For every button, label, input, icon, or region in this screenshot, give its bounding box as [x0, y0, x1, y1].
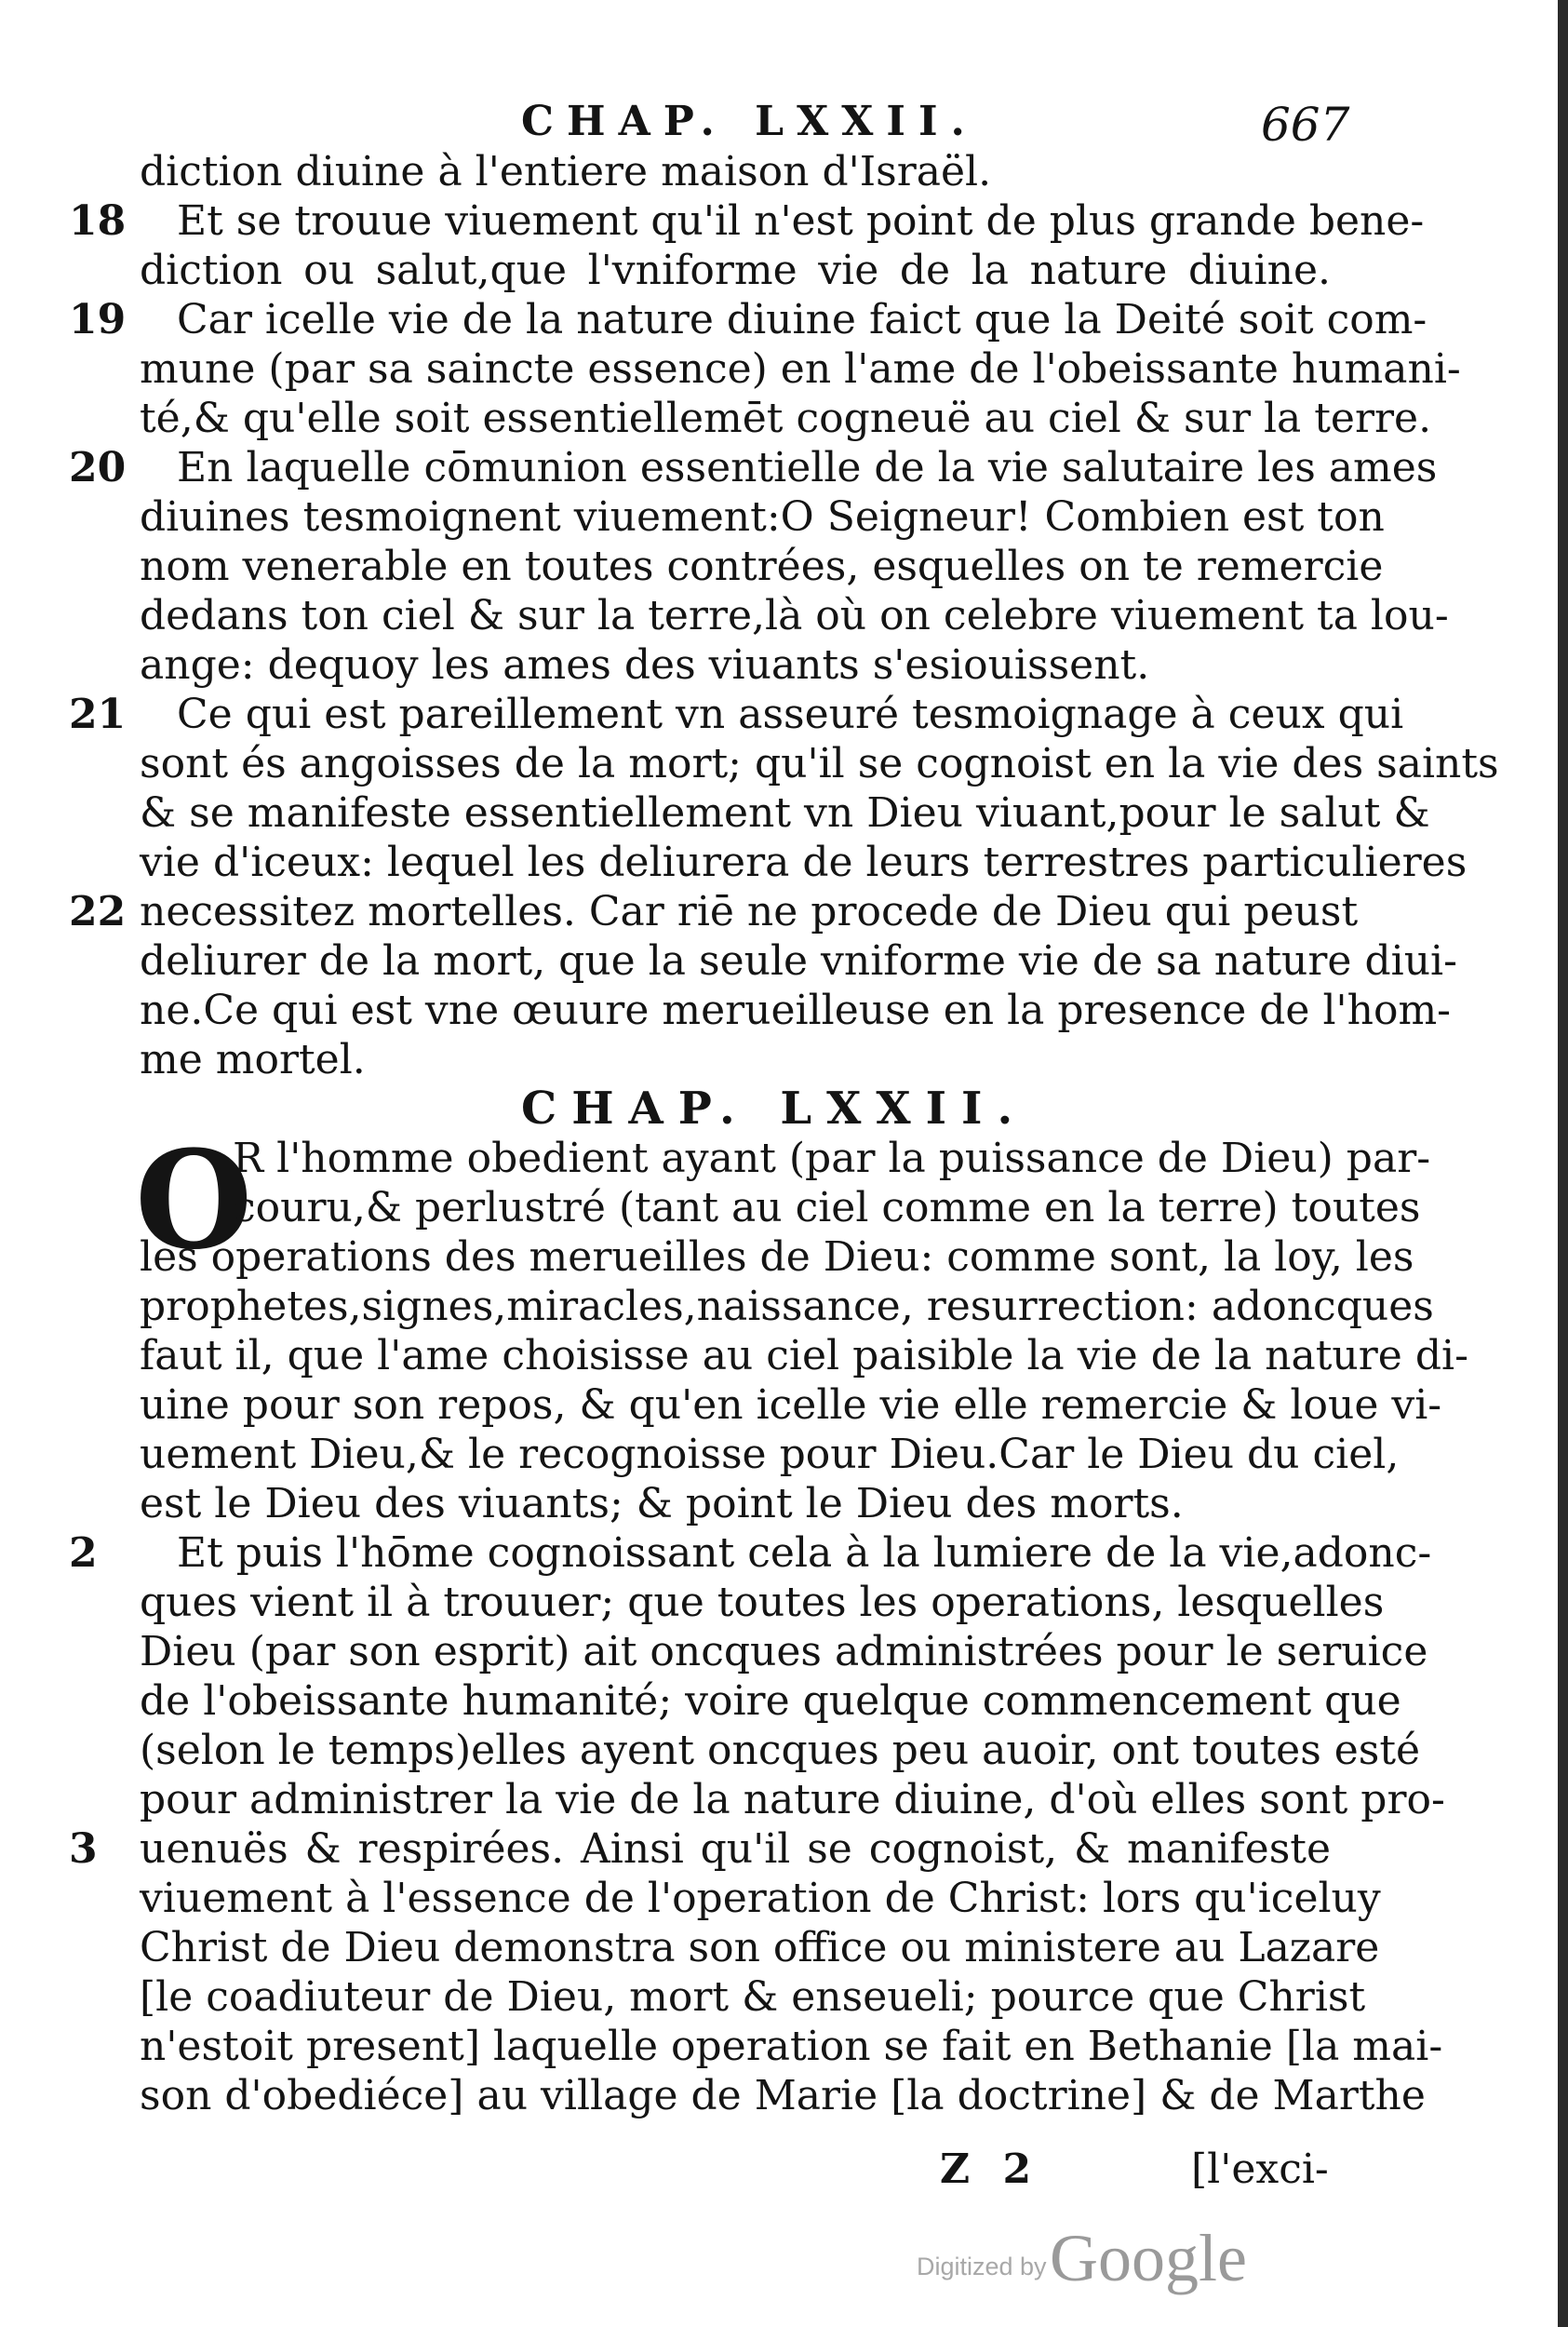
google-logo: Google: [1050, 2221, 1247, 2295]
text-line: ange: dequoy les ames des viuants s'esiouissent.: [140, 641, 1150, 689]
text-line: Christ de Dieu demonstra son office ou ministere au Lazare: [140, 1924, 1380, 1971]
text-line: ques vient il à trouuer; que toutes les operations, lesquelles: [140, 1579, 1385, 1626]
drop-cap: O: [135, 1122, 253, 1280]
text-line: En laquelle cōmunion essentielle de la vie salutaire les ames: [177, 444, 1438, 491]
text-line: Ce qui est pareillement vn asseuré tesmoignage à ceux qui: [177, 691, 1404, 738]
text-line: necessitez mortelles. Car riē ne procede de Dieu qui peust: [140, 888, 1359, 935]
text-line: n'estoit present] laquelle operation se fait en Bethanie [la mai-: [140, 2023, 1443, 2070]
running-head: CHAP. LXXII.: [521, 98, 978, 145]
text-line: est le Dieu des viuants; & point le Dieu des morts.: [140, 1480, 1184, 1527]
text-line: viuement à l'essence de l'operation de Christ: lors qu'iceluy: [140, 1875, 1381, 1922]
chapter-heading: CHAP. LXXII.: [521, 1083, 1028, 1135]
signature-mark: Z 2: [940, 2145, 1041, 2193]
page-number: 667: [1261, 98, 1350, 152]
verse-number: 3: [69, 1825, 98, 1873]
verse-number: 22: [69, 888, 127, 935]
text-line: nom venerable en toutes contrées, esquelles on te remercie: [140, 543, 1384, 590]
page-edge: [1558, 0, 1568, 2327]
verse-number: 20: [69, 444, 127, 491]
text-line: prophetes,signes,miracles,naissance, resurrection: adoncques: [140, 1283, 1434, 1330]
text-line: diction ou salut,que l'vniforme vie de la nature diuine.: [140, 247, 1331, 294]
text-line: deliurer de la mort, que la seule vniforme vie de sa nature diui-: [140, 937, 1457, 985]
text-line: pour administrer la vie de la nature diuine, d'où elles sont pro-: [140, 1776, 1445, 1823]
digitized-by-label: Digitized by: [917, 2253, 1047, 2280]
text-line: faut il, que l'ame choisisse au ciel paisible la vie de la nature di-: [140, 1332, 1468, 1379]
text-line: uement Dieu,& le recognoisse pour Dieu.Car le Dieu du ciel,: [140, 1431, 1400, 1478]
text-line: uenuës & respirées. Ainsi qu'il se cognoist, & manifeste: [140, 1825, 1331, 1873]
verse-number: 2: [69, 1529, 98, 1577]
text-line: uine pour son repos, & qu'en icelle vie elle remercie & loue vi-: [140, 1381, 1442, 1429]
text-line: de l'obeissante humanité; voire quelque commencement que: [140, 1677, 1401, 1725]
verse-number: 18: [69, 197, 127, 245]
text-line: les operations des merueilles de Dieu: comme sont, la loy, les: [140, 1233, 1414, 1281]
text-line: Et puis l'hōme cognoissant cela à la lumiere de la vie,adonc-: [177, 1529, 1432, 1577]
text-line: ne.Ce qui est vne œuure merueilleuse en la presence de l'hom-: [140, 987, 1452, 1034]
text-line: té,& qu'elle soit essentiellemēt cogneuë au ciel & sur la terre.: [140, 395, 1432, 442]
text-line: R l'homme obedient ayant (par la puissance de Dieu) par-: [233, 1135, 1431, 1182]
text-line: vie d'iceux: lequel les deliurera de leurs terrestres particulieres: [140, 839, 1467, 886]
text-line: Car icelle vie de la nature diuine faict que la Deité soit com-: [177, 296, 1427, 343]
text-line: diuines tesmoignent viuement:O Seigneur! Combien est ton: [140, 493, 1385, 541]
text-line: dedans ton ciel & sur la terre,là où on celebre viuement ta lou-: [140, 592, 1449, 639]
text-line: & se manifeste essentiellement vn Dieu viuant,pour le salut &: [140, 789, 1430, 837]
text-line: son d'obediéce] au village de Marie [la doctrine] & de Marthe: [140, 2072, 1426, 2119]
text-line: Et se trouue viuement qu'il n'est point de plus grande bene-: [177, 197, 1425, 245]
text-line: (selon le temps)elles ayent oncques peu auoir, ont toutes esté: [140, 1727, 1421, 1774]
text-line: sont és angoisses de la mort; qu'il se cognoist en la vie des saints: [140, 740, 1499, 787]
text-line: me mortel.: [140, 1036, 366, 1083]
text-line: mune (par sa saincte essence) en l'ame de l'obeissante humani-: [140, 345, 1461, 393]
verse-number: 19: [69, 296, 127, 343]
text-line: Dieu (par son esprit) ait oncques administrées pour le seruice: [140, 1628, 1428, 1675]
text-line: couru,& perlustré (tant au ciel comme en la terre) toutes: [233, 1184, 1421, 1231]
verse-number: 21: [69, 691, 127, 738]
catchword: [l'exci-: [1191, 2145, 1329, 2193]
text-line: [le coadiuteur de Dieu, mort & enseueli; pource que Christ: [140, 1973, 1366, 2021]
text-line: diction diuine à l'entiere maison d'Israël.: [140, 148, 992, 195]
